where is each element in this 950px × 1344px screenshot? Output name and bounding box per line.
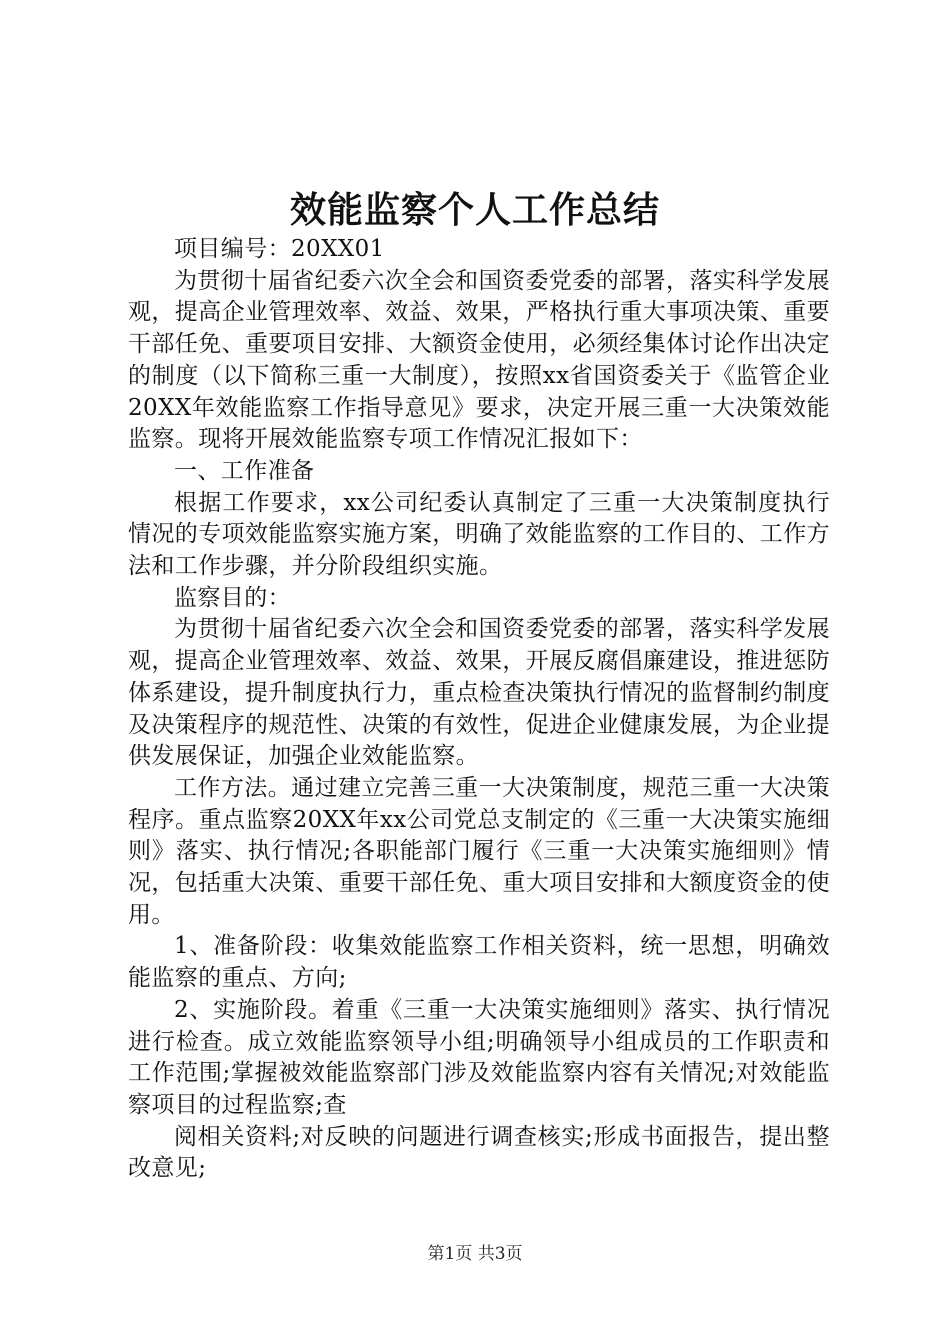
intro-paragraph: 为贯彻十届省纪委六次全会和国资委党委的部署，落实科学发展观，提高企业管理效率、效益、效果，严格执行重大事项决策、重要干部任免、重要项目安排、大额资金使用，必须经集体讨论作出决定的制度（以下简称三重一大制度），按照xx省国资委关于《监管企业20XX年效能监察工作指导意见》要求，决定开展三重一大决策效能监察。现将开展效能监察专项工作情况汇报如下： <box>128 267 830 453</box>
stage-two-paragraph: 2、实施阶段。着重《三重一大决策实施细则》落实、执行情况进行检查。成立效能监察领导小组;明确领导小组成员的工作职责和工作范围;掌握被效能监察部门涉及效能监察内容有关情况;对效能监察项目的过程监察;查 <box>128 996 830 1118</box>
preparation-paragraph: 根据工作要求，xx公司纪委认真制定了三重一大决策制度执行情况的专项效能监察实施方案，明确了效能监察的工作目的、工作方法和工作步骤，并分阶段组织实施。 <box>128 489 830 580</box>
stage-two-continued-paragraph: 阅相关资料;对反映的问题进行调查核实;形成书面报告，提出整改意见; <box>128 1123 830 1182</box>
project-number-paragraph: 项目编号：20XX01 <box>174 236 385 262</box>
section-heading-preparation: 一、工作准备 <box>174 457 315 484</box>
purpose-heading: 监察目的： <box>174 584 291 611</box>
stage-one-paragraph: 1、准备阶段：收集效能监察工作相关资料，统一思想，明确效能监察的重点、方向; <box>128 933 830 992</box>
method-paragraph: 工作方法。通过建立完善三重一大决策制度，规范三重一大决策程序。重点监察20XX年xx公司党总支制定的《三重一大决策实施细则》落实、执行情况;各职能部门履行《三重一大决策实施细则》情况，包括重大决策、重要干部任免、重大项目安排和大额度资金的使用。 <box>128 774 830 928</box>
document-body <box>128 234 830 1185</box>
document-title: 效能监察个人工作总结 <box>289 189 660 231</box>
page-footer: 第1页 共3页 <box>427 1244 523 1264</box>
purpose-paragraph: 为贯彻十届省纪委六次全会和国资委党委的部署，落实科学发展观，提高企业管理效率、效益、效果，开展反腐倡廉建设，推进惩防体系建设，提升制度执行力，重点检查决策执行情况的监督制约制度及决策程序的规范性、决策的有效性，促进企业健康发展，为企业提供发展保证，加强企业效能监察。 <box>128 616 830 770</box>
